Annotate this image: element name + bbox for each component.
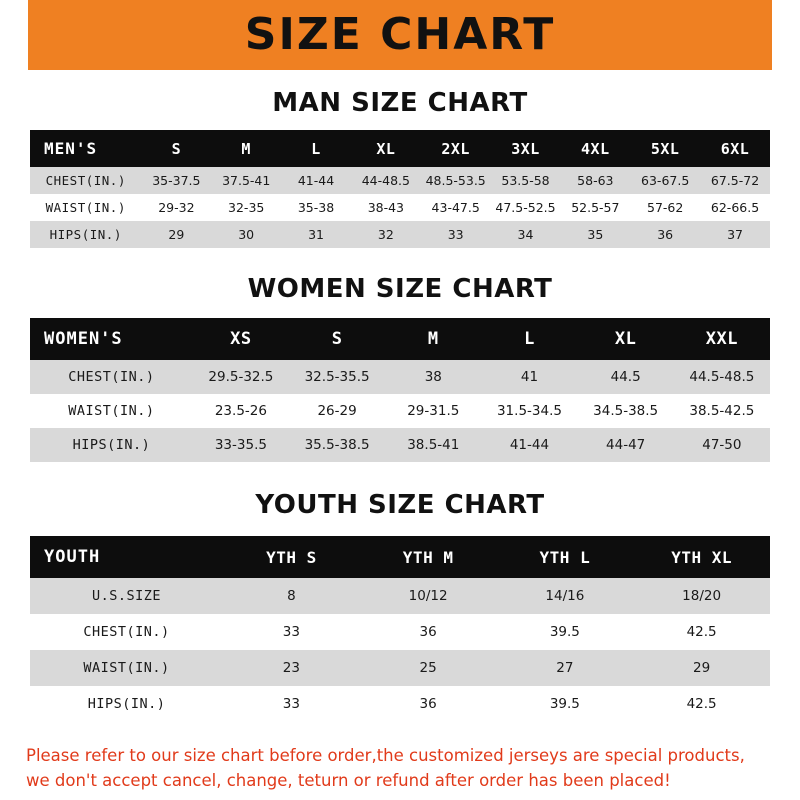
table-row [30,614,770,650]
table-cell: 32.5-35.5 [289,360,385,394]
table-row [30,428,770,462]
table-cell: 44.5 [578,360,674,394]
table-cell: 35-38 [281,194,351,221]
table-cell: 67.5-72 [700,167,770,194]
column-header: YTH L [497,536,634,578]
row-label: WAIST(IN.) [30,194,141,221]
table-cell: 32-35 [211,194,281,221]
table-cell: 23.5-26 [193,394,289,428]
row-label: HIPS(IN.) [30,686,223,722]
footer-disclaimer [0,744,800,794]
table-cell: 32 [351,221,421,248]
table-cell: 29.5-32.5 [193,360,289,394]
header-banner [0,0,800,70]
column-header: 5XL [630,130,700,167]
table-row [30,650,770,686]
table-cell: 29-31.5 [385,394,481,428]
table-cell: 36 [360,686,497,722]
column-header: L [481,318,577,360]
table-cell: 47.5-52.5 [491,194,561,221]
row-label: WAIST(IN.) [30,650,223,686]
table-row [30,360,770,394]
column-header: 4XL [560,130,630,167]
table-row [30,394,770,428]
column-header: M [211,130,281,167]
row-label: CHEST(IN.) [30,360,193,394]
table-cell: 8 [223,578,360,614]
column-header: XL [578,318,674,360]
man-size-table [30,130,770,248]
table-cell: 33 [421,221,491,248]
column-header: YOUTH [30,536,223,578]
table-cell: 31 [281,221,351,248]
table-cell: 39.5 [497,686,634,722]
table-cell: 14/16 [497,578,634,614]
column-header: S [289,318,385,360]
table-row [30,578,770,614]
footer-line-2: we don't accept cancel, change, teturn or refund after order has been placed! [26,770,671,790]
table-cell: 48.5-53.5 [421,167,491,194]
column-header: L [281,130,351,167]
table-cell: 38.5-41 [385,428,481,462]
row-label: HIPS(IN.) [30,428,193,462]
table-cell: 30 [211,221,281,248]
table-cell: 29-32 [141,194,211,221]
table-cell: 33 [223,686,360,722]
row-label: CHEST(IN.) [30,614,223,650]
table-cell: 52.5-57 [560,194,630,221]
table-header-row [30,536,770,578]
row-label: WAIST(IN.) [30,394,193,428]
row-label: CHEST(IN.) [30,167,141,194]
column-header: WOMEN'S [30,318,193,360]
table-cell: 44-47 [578,428,674,462]
table-cell: 38.5-42.5 [674,394,770,428]
table-cell: 41-44 [481,428,577,462]
table-cell: 31.5-34.5 [481,394,577,428]
table-cell: 18/20 [633,578,770,614]
table-row [30,221,770,248]
column-header: 2XL [421,130,491,167]
column-header: MEN'S [30,130,141,167]
footer-line-1: Please refer to our size chart before order,the customized jerseys are special products, [26,746,745,765]
column-header: YTH XL [633,536,770,578]
table-cell: 29 [633,650,770,686]
table-cell: 41-44 [281,167,351,194]
column-header: XXL [674,318,770,360]
column-header: M [385,318,481,360]
table-cell: 44-48.5 [351,167,421,194]
table-cell: 35.5-38.5 [289,428,385,462]
table-cell: 62-66.5 [700,194,770,221]
table-cell: 47-50 [674,428,770,462]
table-cell: 34 [491,221,561,248]
table-cell: 63-67.5 [630,167,700,194]
column-header: YTH S [223,536,360,578]
table-cell: 36 [630,221,700,248]
table-cell: 36 [360,614,497,650]
women-size-table [30,318,770,462]
column-header: XL [351,130,421,167]
table-row [30,686,770,722]
women-table-wrap [0,318,800,462]
table-cell: 43-47.5 [421,194,491,221]
page-title: SIZE CHART [244,9,556,60]
column-header: S [141,130,211,167]
table-cell: 10/12 [360,578,497,614]
table-header-row [30,318,770,360]
man-table-wrap [0,130,800,248]
row-label: HIPS(IN.) [30,221,141,248]
table-cell: 33 [223,614,360,650]
man-section-title: MAN SIZE CHART [272,88,528,118]
table-cell: 53.5-58 [491,167,561,194]
table-cell: 57-62 [630,194,700,221]
table-cell: 42.5 [633,686,770,722]
table-cell: 26-29 [289,394,385,428]
table-cell: 42.5 [633,614,770,650]
table-cell: 37 [700,221,770,248]
table-cell: 41 [481,360,577,394]
table-cell: 25 [360,650,497,686]
column-header: 3XL [491,130,561,167]
banner-left-notch [0,0,28,70]
table-cell: 35-37.5 [141,167,211,194]
table-cell: 38 [385,360,481,394]
table-cell: 37.5-41 [211,167,281,194]
table-cell: 33-35.5 [193,428,289,462]
table-cell: 44.5-48.5 [674,360,770,394]
column-header: 6XL [700,130,770,167]
table-cell: 27 [497,650,634,686]
column-header: XS [193,318,289,360]
table-cell: 38-43 [351,194,421,221]
youth-table-wrap [0,536,800,722]
table-row [30,167,770,194]
table-header-row [30,130,770,167]
column-header: YTH M [360,536,497,578]
youth-section-title: YOUTH SIZE CHART [255,490,545,520]
table-row [30,194,770,221]
table-cell: 58-63 [560,167,630,194]
banner-right-notch [772,0,800,70]
youth-size-table [30,536,770,722]
table-cell: 34.5-38.5 [578,394,674,428]
table-cell: 23 [223,650,360,686]
table-cell: 29 [141,221,211,248]
table-cell: 39.5 [497,614,634,650]
table-cell: 35 [560,221,630,248]
women-section-title: WOMEN SIZE CHART [247,274,553,304]
row-label: U.S.SIZE [30,578,223,614]
